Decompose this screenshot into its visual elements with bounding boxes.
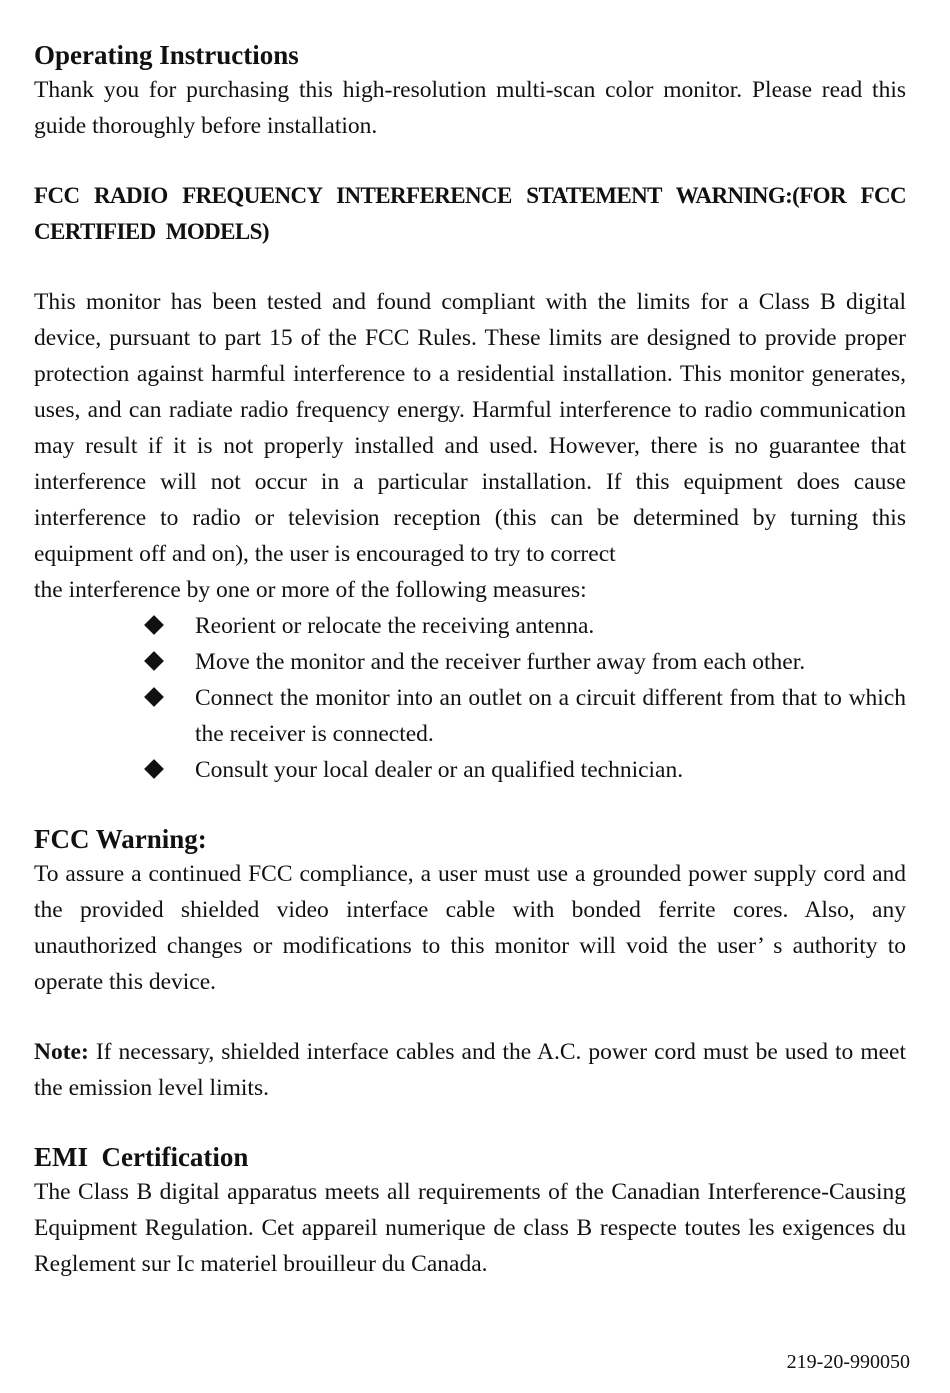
- fcc-statement-heading: FCC RADIO FREQUENCY INTERFERENCE STATEMENT WARNING:(FOR FCC CERTIFIED MODELS): [34, 183, 906, 244]
- spacer: [34, 144, 906, 178]
- list-item: [34, 608, 906, 644]
- emi-certification-heading: EMI Certification: [34, 1142, 249, 1172]
- diamond-bullet-icon: [144, 615, 164, 635]
- list-item: [34, 680, 906, 752]
- fcc-compliance-paragraph: This monitor has been tested and found compliant with the limits for a Class B digital device, pursuant to part 15 of the FCC Rules. These limits are designed to provide proper protection against harmful interference to a residential installation. This monitor generates, uses, and can radiate radio frequency energy. Harmful interference to radio communication may result if it is not properly installed and used. However, there is no guarantee that interference will not occur in a particular installation. If this equipment does cause interference to radio or television reception (this can be determined by turning this equipment off and on), the user is encouraged to try to correct: [34, 289, 906, 567]
- fcc-warning-paragraph: To assure a continued FCC compliance, a user must use a grounded power supply cord and the provided shielded video interface cable with bonded ferrite cores. Also, any unauthorized changes or modifications to this monitor will void the user’ s authority to operate this device.: [34, 861, 906, 995]
- list-item-text: Consult your local dealer or an qualified technician.: [195, 757, 684, 783]
- list-item-text: Reorient or relocate the receiving antenna.: [195, 613, 595, 639]
- list-item: [34, 752, 906, 788]
- list-item-text: Connect the monitor into an outlet on a circuit different from that to which the receiver is connected.: [195, 685, 906, 747]
- diamond-bullet-icon: [144, 651, 164, 671]
- fcc-measures-intro: the interference by one or more of the following measures:: [34, 577, 587, 603]
- diamond-bullet-icon: [144, 687, 164, 707]
- spacer: [34, 1106, 906, 1140]
- spacer: [34, 250, 906, 284]
- spacer: [34, 788, 906, 822]
- list-item: [34, 644, 906, 680]
- note-paragraph: [34, 1034, 906, 1106]
- fcc-warning-heading: FCC Warning:: [34, 824, 207, 854]
- document-page: [34, 38, 906, 1282]
- intro-paragraph: Thank you for purchasing this high-resolution multi-scan color monitor. Please read this guide thoroughly before installation.: [34, 77, 906, 139]
- diamond-bullet-icon: [144, 759, 164, 779]
- operating-instructions-heading: Operating Instructions: [34, 40, 299, 70]
- emi-certification-paragraph: The Class B digital apparatus meets all requirements of the Canadian Interference-Causing Equipment Regulation. Cet appareil numerique de class B respecte toutes les exigences du Reglement sur Ic materiel brouilleur du Canada.: [34, 1179, 906, 1277]
- note-label: Note:: [34, 1039, 89, 1065]
- spacer: [34, 1000, 906, 1034]
- document-code: 219-20-990050: [786, 1351, 910, 1373]
- note-text: If necessary, shielded interface cables and the A.C. power cord must be used to meet the emission level limits.: [34, 1039, 906, 1101]
- measures-list: [34, 608, 906, 788]
- list-item-text: Move the monitor and the receiver further away from each other.: [195, 649, 806, 675]
